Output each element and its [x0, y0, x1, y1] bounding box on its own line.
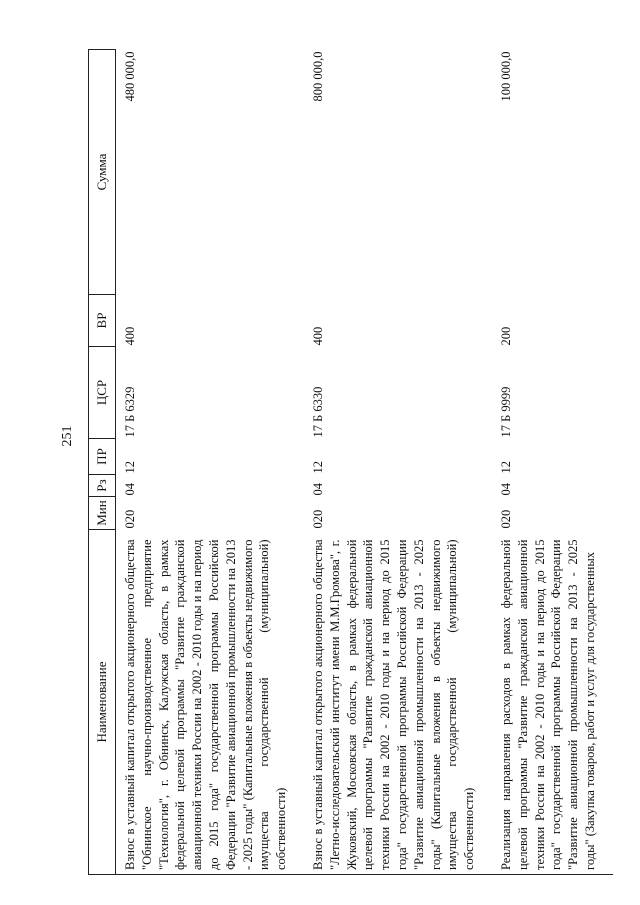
row-pr: 12	[123, 461, 137, 474]
table-row	[492, 50, 613, 875]
row-rz: 04	[123, 483, 137, 496]
row-sum: 800 000,0	[310, 51, 325, 102]
row-pr: 12	[310, 461, 325, 474]
row-sum: 480 000,0	[123, 51, 137, 102]
header-name: Наименование	[89, 530, 116, 875]
rotated-table-area	[88, 50, 598, 875]
header-rz: Рз	[89, 475, 116, 497]
header-csr: ЦСР	[89, 347, 116, 439]
row-name: Реализация направления расходов в рамках федеральной целевой программы "Развитие гражданской авиационной техники России на 2002 - 2010 годы и на период до 2015 года" государственной программы Российской Федерации "Развитие авиационной промышленности на 2013 - 2025 годы" (Закупка товаров, работ и услуг для государственных	[492, 530, 613, 875]
page-number: 251	[60, 425, 75, 447]
row-vr: 400	[123, 326, 137, 346]
row-vr: 200	[498, 326, 513, 346]
row-sum: 100 000,0	[498, 51, 513, 102]
row-vr: 400	[310, 326, 325, 346]
row-csr: 17 Б 6329	[123, 386, 137, 438]
header-row	[89, 50, 116, 875]
table-row	[304, 50, 492, 875]
row-csr: 17 Б 9999	[498, 386, 513, 438]
header-vr: ВР	[89, 295, 116, 347]
header-min: Мин	[89, 497, 116, 530]
row-min: 020	[498, 509, 513, 529]
table-row	[116, 50, 304, 875]
header-sum: Сумма	[89, 50, 116, 295]
row-csr: 17 Б 6330	[310, 386, 325, 438]
row-pr: 12	[498, 461, 513, 474]
row-name: Взнос в уставный капитал открытого акционерного общества "Обнинское научно-производственное предприятие "Технология", г. Обнинск, Калужская область, в рамках федеральной целевой программы "Развитие гражданской авиационной техники России на 2002 - 2010 годы и на период до 2015 года" государственной программы Российской Федерации "Развитие авиационной промышленности на 2013 - 2025 годы" (Капитальные вложения в объекты недвижимого имущества государственной (муниципальной) собственности)	[116, 530, 304, 875]
row-rz: 04	[498, 483, 513, 496]
row-name: Взнос в уставный капитал открытого акционерного общества "Летно-исследовательский институт имени М.М.Громова", г. Жуковский, Московская область, в рамках федеральной целевой программы "Развитие гражданской авиационной техники России на 2002 - 2010 годы и на период до 2015 года" государственной программы Российской Федерации "Развитие авиационной промышленности на 2013 - 2025 годы" (Капитальные вложения в объекты недвижимого имущества государственной (муниципальной) собственности)	[304, 530, 492, 875]
row-rz: 04	[310, 483, 325, 496]
row-min: 020	[123, 509, 137, 529]
header-pr: ПР	[89, 439, 116, 475]
row-min: 020	[310, 509, 325, 529]
budget-table	[88, 49, 613, 875]
